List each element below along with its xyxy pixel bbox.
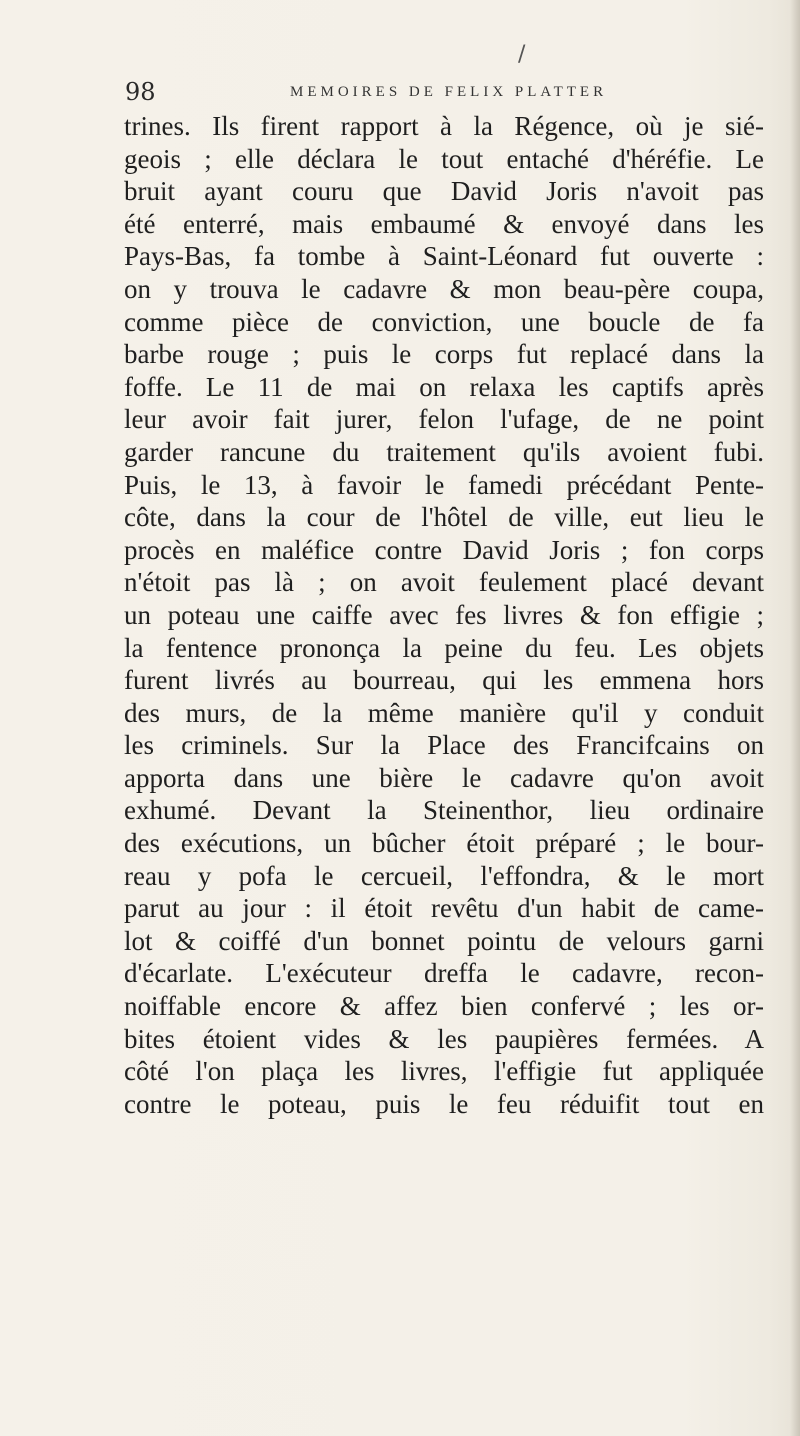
text-line: on y trouva le cadavre & mon beau-père coupa,	[124, 273, 764, 304]
text-line: d'écarlate. L'exécuteur dreffa le cadavre, recon-	[124, 958, 764, 989]
pencil-mark: /	[518, 42, 526, 67]
text-line: des murs, de la même manière qu'il y conduit	[124, 697, 764, 728]
text-line: n'étoit pas là ; on avoit feulement placé devant	[124, 567, 764, 598]
text-line: exhumé. Devant la Steinenthor, lieu ordinaire	[124, 795, 764, 826]
page-number: 98	[125, 78, 156, 106]
text-line: bruit ayant couru que David Joris n'avoit pas	[124, 176, 764, 207]
text-line: procès en maléfice contre David Joris ; fon corps	[124, 534, 764, 565]
body-text	[124, 110, 764, 1120]
text-line: apporta dans une bière le cadavre qu'on avoit	[124, 762, 764, 793]
text-line: foffe. Le 11 de mai on relaxa les captifs après	[124, 371, 764, 402]
text-line: barbe rouge ; puis le corps fut replacé dans la	[124, 339, 764, 370]
text-line: parut au jour : il étoit revêtu d'un habit de came-	[124, 893, 764, 924]
page-header	[125, 78, 765, 108]
text-line: furent livrés au bourreau, qui les emmena hors	[124, 665, 764, 696]
text-line: trines. Ils firent rapport à la Régence, où je sié-	[124, 111, 764, 141]
text-line: leur avoir fait jurer, felon l'ufage, de ne point	[124, 404, 764, 435]
text-line: lot & coiffé d'un bonnet pointu de velours garni	[124, 925, 764, 956]
text-line: côté l'on plaça les livres, l'effigie fut appliquée	[124, 1056, 764, 1087]
text-line: un poteau une caiffe avec fes livres & fon effigie ;	[124, 599, 764, 630]
text-line: noiffable encore & affez bien confervé ; les or-	[124, 991, 764, 1022]
text-line: bites étoient vides & les paupières fermées. A	[124, 1023, 764, 1054]
text-line: geois ; elle déclara le tout entaché d'héréfie. Le	[124, 143, 764, 174]
text-line: comme pièce de conviction, une boucle de fa	[124, 306, 764, 337]
text-line: reau y pofa le cercueil, l'effondra, & le mort	[124, 860, 764, 891]
running-title: MEMOIRES DE FELIX PLATTER	[290, 84, 608, 100]
text-line: Pays-Bas, fa tombe à Saint-Léonard fut ouverte :	[124, 241, 764, 272]
text-line: côte, dans la cour de l'hôtel de ville, eut lieu le	[124, 502, 764, 533]
text-line: des exécutions, un bûcher étoit préparé ; le bour-	[124, 828, 764, 859]
text-line: Puis, le 13, à favoir le famedi précédant Pente-	[124, 469, 764, 500]
text-line: contre le poteau, puis le feu réduifit tout en	[124, 1088, 764, 1119]
text-line: la fentence prononça la peine du feu. Les objets	[124, 632, 764, 663]
text-line: les criminels. Sur la Place des Francifcains on	[124, 730, 764, 761]
page-edge-shadow	[790, 0, 800, 1436]
text-line: garder rancune du traitement qu'ils avoient fubi.	[124, 436, 764, 467]
text-line: été enterré, mais embaumé & envoyé dans les	[124, 208, 764, 239]
